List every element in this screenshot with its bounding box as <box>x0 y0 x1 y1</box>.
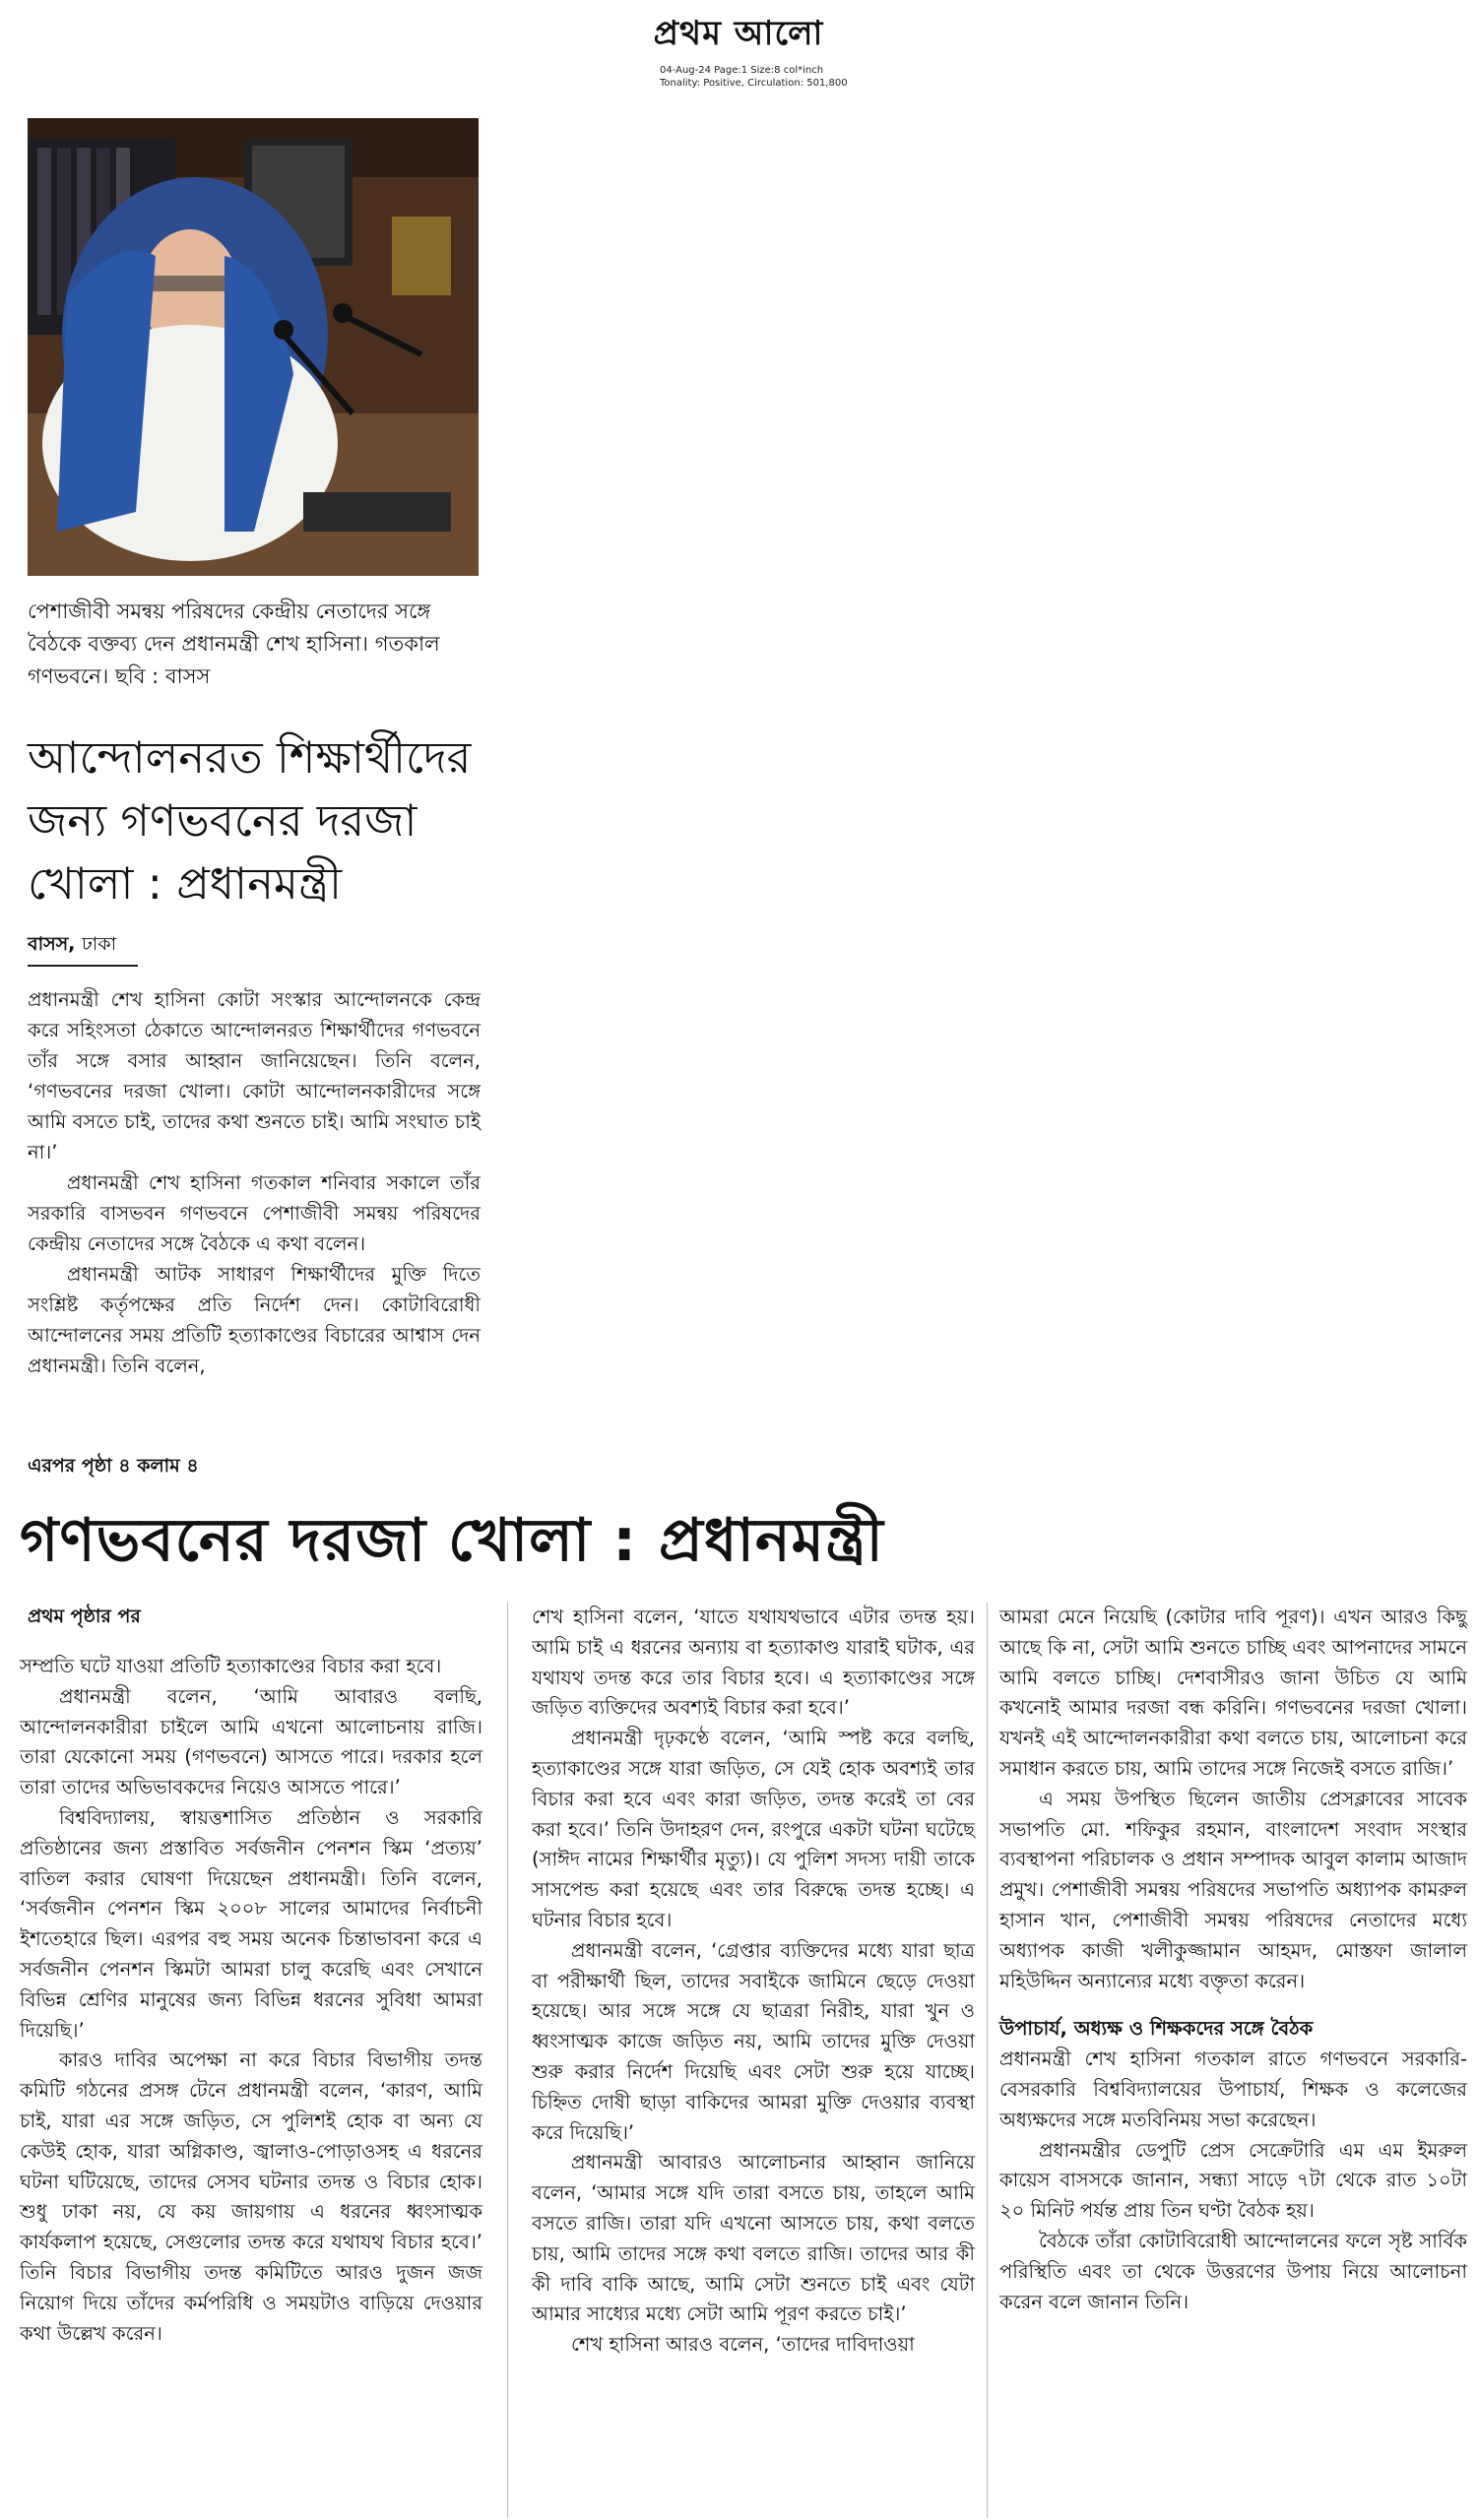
newspaper-logo: প্রথম আলো <box>653 14 824 53</box>
article-paragraph: প্রধানমন্ত্রী বলেন, ‘আমি আবারও বলছি, আন্দোলনকারীরা চাইলে আমি এখনো আলোচনায় রাজি। তারা যেকোনো সময় (গণভবনে) আসতে পারে। দরকার হলে তারা তাদের অভিভাবকদের নিয়েও আসতে পারে।’ <box>20 1684 482 1799</box>
article-paragraph: প্রধানমন্ত্রীর ডেপুটি প্রেস সেক্রেটারি এম এম ইমরুল কায়েস বাসসকে জানান, সন্ধ্যা সাড়ে ৭টা থেকে রাত ১০টা ২০ মিনিট পর্যন্ত প্রায় তিন ঘণ্টা বৈঠক হয়। <box>999 2138 1467 2223</box>
meta-line-1: 04-Aug-24 Page:1 Size:8 col*inch <box>660 65 824 76</box>
meta-line-2: Tonality: Positive, Circulation: 501,800 <box>660 78 848 89</box>
byline-place: ঢাকা <box>82 933 117 955</box>
article-photo <box>28 118 479 576</box>
column-divider <box>507 1603 508 2518</box>
continuation-column-3 <box>999 1603 1467 2317</box>
article-paragraph: শেখ হাসিনা আরও বলেন, ‘তাদের দাবিদাওয়া <box>571 2333 915 2357</box>
article-paragraph: প্রধানমন্ত্রী শেখ হাসিনা গতকাল শনিবার সকালে তাঁর সরকারি বাসভবন গণভবনে পেশাজীবী সমন্বয় পরিষদের কেন্দ্রীয় নেতাদের সঙ্গে বৈঠকে এ কথা বলেন। <box>28 1171 481 1255</box>
byline-rule <box>28 965 138 967</box>
article-paragraph: বিশ্ববিদ্যালয়, স্বায়ত্তশাসিত প্রতিষ্ঠান ও সরকারি প্রতিষ্ঠানের জন্য প্রস্তাবিত সর্বজনীন পেনশন স্কিম ‘প্রত্যয়’ বাতিল করার ঘোষণা দিয়েছেন প্রধানমন্ত্রী। তিনি বলেন, ‘সর্বজনীন পেনশন স্কিম ২০০৮ সালের আমাদের নির্বাচনী ইশতেহারে ছিল। এরপর বহু সময় অনেক চিন্তাভাবনা করে এ সর্বজনীন পেনশন স্কিমটা আমরা চালু করেছি এবং সেখানে বিভিন্ন শ্রেণির মানুষের জন্য বিভিন্ন ধরনের সুবিধা আমরা দিয়েছি।’ <box>20 1805 482 2042</box>
continuation-column-2 <box>532 1603 975 2361</box>
continuation-headline: গণভবনের দরজা খোলা : প্রধানমন্ত্রী <box>20 1506 884 1575</box>
column-divider <box>987 1603 988 2518</box>
article-paragraph: বৈঠকে তাঁরা কোটাবিরোধী আন্দোলনের ফলে সৃষ্ট সার্বিক পরিস্থিতি এবং তা থেকে উত্তরণের উপায় নিয়ে আলোচনা করেন বলে জানান তিনি। <box>999 2229 1467 2313</box>
prime-minister-photo-illustration <box>28 118 479 576</box>
article-paragraph: আমরা মেনে নিয়েছি (কোটার দাবি পূরণ)। এখন আরও কিছু আছে কি না, সেটা আমি শুনতে চাচ্ছি এবং আপনাদের সামনে আমি বলতে চাচ্ছি। দেশবাসীরও জানা উচিত যে আমি কখনোই আমার দরজা বন্ধ করিনি। গণভবনের দরজা খোলা। যখনই এই আন্দোলনকারীরা কথা বলতে চায়, আলোচনা করে সমাধান করতে চায়, আমি তাদের সঙ্গে নিজেই বসতে রাজি।’ <box>999 1606 1467 1780</box>
continuation-column-1 <box>20 1652 482 2349</box>
byline <box>28 930 116 962</box>
byline-agency: বাসস, <box>28 933 76 955</box>
continued-from-label: প্রথম পৃষ্ঠার পর <box>28 1606 141 1627</box>
article-paragraph: শেখ হাসিনা বলেন, ‘যাতে যথাযথভাবে এটার তদন্ত হয়। আমি চাই এ ধরনের অন্যায় বা হত্যাকাণ্ড যারাই ঘটাক, এর যথাযথ তদন্ত করে তার বিচার হবে। এ হত্যাকাণ্ডের সঙ্গে জড়িত ব্যক্তিদের অবশ্যই বিচার করা হবে।’ <box>532 1606 975 1720</box>
photo-caption <box>28 596 479 693</box>
section-subhead: উপাচার্য, অধ্যক্ষ ও শিক্ষকদের সঙ্গে বৈঠক <box>999 2017 1314 2041</box>
article-paragraph: প্রধানমন্ত্রী দৃঢ়কণ্ঠে বলেন, ‘আমি স্পষ্ট করে বলছি, হত্যাকাণ্ডের সঙ্গে যারা জড়িত, সে যেই হোক অবশ্যই তার বিচার করা হবে এবং কারা জড়িত, তদন্ত করেই তা বের করা হবে।’ তিনি উদাহরণ দেন, রংপুরে একটা ঘটনা ঘটেছে (সাঈদ নামের শিক্ষার্থীর মৃত্যু)। যে পুলিশ সদস্য দায়ী তাকে সাসপেন্ড করা হয়েছে এবং তার বিরুদ্ধে তদন্ত হচ্ছে। এ ঘটনার বিচার হবে। <box>532 1727 975 1931</box>
article-paragraph: প্রধানমন্ত্রী আবারও আলোচনার আহ্বান জানিয়ে বলেন, ‘আমার সঙ্গে যদি তারা বসতে চায়, তাহলে আমি বসতে রাজি। তারা যদি এখনো আসতে চায়, কথা বলতে চায়, আমি তাদের সঙ্গে কথা বলতে রাজি। তাদের আর কী কী দাবি বাকি আছে, আমি সেটা শুনতে চাই এবং যেটা আমার সাধ্যের মধ্যে সেটা আমি পূরণ করতে চাই।’ <box>532 2151 975 2326</box>
article-paragraph: প্রধানমন্ত্রী শেখ হাসিনা গতকাল রাতে গণভবনে সরকারি-বেসরকারি বিশ্ববিদ্যালয়ের উপাচার্য, শিক্ষক ও কলেজের অধ্যক্ষদের সঙ্গে মতবিনিময় সভা করেছেন। <box>999 2048 1467 2131</box>
article-paragraph: এ সময় উপস্থিত ছিলেন জাতীয় প্রেসক্লাবের সাবেক সভাপতি মো. শফিকুর রহমান, বাংলাদেশ সংবাদ সংস্থার ব্যবস্থাপনা পরিচালক ও প্রধান সম্পাদক আবুল কালাম আজাদ প্রমুখ। পেশাজীবী সমন্বয় পরিষদের সভাপতি অধ্যাপক কামরুল হাসান খান, পেশাজীবী সমন্বয় পরিষদের নেতাদের মধ্যে অধ্যাপক কাজী খলীকুজ্জামান আহমদ, মোস্তফা জালাল মহিউদ্দিন অন্যান্যের মধ্যে বক্তৃতা করেন। <box>999 1787 1467 1992</box>
photo-credit: ছবি : বাসস <box>114 664 211 688</box>
article-paragraph: প্রধানমন্ত্রী বলেন, ‘গ্রেপ্তার ব্যক্তিদের মধ্যে যারা ছাত্র বা পরীক্ষার্থী ছিল, তাদের সবাইকে জামিনে ছেড়ে দেওয়া হয়েছে। আর সঙ্গে সঙ্গে যে ছাত্ররা নিরীহ, যারা খুন ও ধ্বংসাত্মক কাজে জড়িত নয়, আমি তাদের মুক্তি দেওয়া শুরু করার নির্দেশ দিয়েছি এবং সেটা শুরু হয়ে যাচ্ছে। চিহ্নিত দোষী ছাড়া বাকিদের আমরা মুক্তি দেওয়ার ব্যবস্থা করে দিয়েছি।’ <box>532 1938 975 2144</box>
clipping-meta <box>660 64 926 90</box>
masthead <box>551 8 926 90</box>
article-paragraph: কারও দাবির অপেক্ষা না করে বিচার বিভাগীয় তদন্ত কমিটি গঠনের প্রসঙ্গ টেনে প্রধানমন্ত্রী বলেন, ‘কারণ, আমি চাই, যারা এর সঙ্গে জড়িত, সে পুলিশই হোক বা অন্য যে কেউই হোক, যারা অগ্নিকাণ্ড, জ্বালাও-পোড়াওসহ এ ধরনের ঘটনা ঘটিয়েছে, তাদের সেসব ঘটনার তদন্ত ও বিচার হোক। শুধু ঢাকা নয়, যে কয় জায়গায় এ ধরনের ধ্বংসাত্মক কার্যকলাপ হয়েছে, সেগুলোর তদন্ত করে যথাযথ বিচার হবে।’ তিনি বিচার বিভাগীয় তদন্ত কমিটিতে আরও দুজন জজ নিয়োগ দিয়ে তাঁদের কর্মপরিধি ও সময়টাও বাড়িয়ে দেওয়ার কথা উল্লেখ করেন। <box>20 2048 482 2345</box>
article-paragraph: সম্প্রতি ঘটে যাওয়া প্রতিটি হত্যাকাণ্ডের বিচার করা হবে। <box>20 1655 442 1677</box>
article-headline: আন্দোলনরত শিক্ষার্থীদের জন্য গণভবনের দরজা খোলা : প্রধানমন্ত্রী <box>28 731 472 910</box>
article-body <box>28 984 481 1381</box>
article-paragraph: প্রধানমন্ত্রী শেখ হাসিনা কোটা সংস্কার আন্দোলনকে কেন্দ্র করে সহিংসতা ঠেকাতে আন্দোলনরত শিক্ষার্থীদের গণভবনে তাঁর সঙ্গে বসার আহ্বান জানিয়েছেন। তিনি বলেন, ‘গণভবনের দরজা খোলা। কোটা আন্দোলনকারীদের সঙ্গে আমি বসতে চাই, তাদের কথা শুনতে চাই। আমি সংঘাত চাই না।’ <box>28 988 481 1164</box>
continued-on-notice: এরপর পৃষ্ঠা ৪ কলাম ৪ <box>28 1455 199 1477</box>
caption-text: পেশাজীবী সমন্বয় পরিষদের কেন্দ্রীয় নেতাদের সঙ্গে বৈঠকে বক্তব্য দেন প্রধানমন্ত্রী শেখ হাসিনা। গতকাল গণভবনে। <box>28 599 440 688</box>
article-paragraph: প্রধানমন্ত্রী আটক সাধারণ শিক্ষার্থীদের মুক্তি দিতে সংশ্লিষ্ট কর্তৃপক্ষের প্রতি নির্দেশ দেন। কোটাবিরোধী আন্দোলনের সময় প্রতিটি হত্যাকাণ্ডের বিচারের আশ্বাস দেন প্রধানমন্ত্রী। তিনি বলেন, <box>28 1263 481 1377</box>
